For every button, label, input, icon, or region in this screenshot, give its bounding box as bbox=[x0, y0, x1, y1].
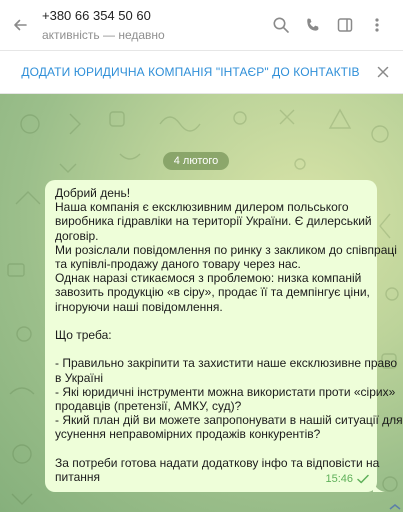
message-line: Добрий день! bbox=[55, 186, 131, 200]
message-line: - Які юридичні інструменти можна використати проти «сірих» bbox=[55, 384, 396, 399]
chat-header bbox=[0, 0, 403, 51]
message-line: ігноруючи наші повідомлення. bbox=[55, 299, 223, 314]
close-icon bbox=[377, 66, 389, 78]
more-vertical-icon bbox=[368, 16, 386, 34]
message-blank-line bbox=[55, 342, 367, 356]
message-line: завозить продукцію «в сіру», продає її та демпінгує ціни, bbox=[55, 285, 370, 300]
message-meta bbox=[325, 473, 369, 485]
add-contact-link[interactable]: ДОДАТИ ЮРИДИЧНА КОМПАНІЯ "ІНТАЄР" ДО КОНТАКТІВ bbox=[21, 65, 360, 79]
call-button[interactable] bbox=[297, 9, 329, 41]
bubble-tail bbox=[373, 480, 385, 492]
message-line: продавців (претензії, АМКУ, суд)? bbox=[55, 399, 242, 414]
message-line: Наша компанія є ексклюзивним дилером польського bbox=[55, 200, 349, 215]
message-line: - Правильно закріпити та захистити наше ексклюзивне право bbox=[55, 356, 398, 371]
contact-status: активність — недавно bbox=[42, 27, 165, 42]
banner-close-button[interactable] bbox=[363, 51, 403, 93]
message-line: За потреби готова надати додаткову інфо та відповісти на bbox=[55, 455, 380, 470]
header-actions bbox=[265, 9, 403, 41]
message-line: усунення неправомірних продажів конкурентів? bbox=[55, 427, 321, 442]
contact-info[interactable] bbox=[40, 8, 265, 43]
date-separator: 4 лютого bbox=[163, 152, 229, 170]
contact-phone: +380 66 354 50 60 bbox=[42, 7, 151, 23]
message-line: в Україні bbox=[55, 370, 104, 385]
message-blank-line bbox=[55, 442, 367, 456]
message-bubble[interactable] bbox=[45, 180, 403, 492]
message-line: виробника гідравліки на території України. Є дилерський bbox=[55, 214, 372, 229]
message-line: та купівлі-продажу даного товару через нас. bbox=[55, 257, 301, 272]
message-line: - Який план дій ви можете запропонувати в нашій ситуації для bbox=[55, 413, 403, 428]
scroll-indicator[interactable] bbox=[389, 504, 401, 510]
search-icon bbox=[272, 16, 290, 34]
chat-area[interactable] bbox=[0, 94, 403, 512]
add-contact-banner bbox=[0, 51, 403, 94]
message-line: питання bbox=[55, 470, 100, 485]
message-time: 15:46 bbox=[325, 473, 353, 485]
more-button[interactable] bbox=[361, 9, 393, 41]
phone-icon bbox=[304, 16, 322, 34]
message-line: Що треба: bbox=[55, 328, 112, 343]
sidebar-panel-icon bbox=[336, 16, 354, 34]
message-line: Ми розіслали повідомлення по ринку з закликом до співпраці bbox=[55, 242, 397, 257]
message-line: Однак наразі стикаємося з проблемою: низка компаній bbox=[55, 271, 362, 286]
message-line: договір. bbox=[55, 228, 99, 243]
search-button[interactable] bbox=[265, 9, 297, 41]
message-text bbox=[55, 186, 403, 485]
check-icon bbox=[357, 474, 369, 484]
message-blank-line bbox=[55, 314, 367, 328]
back-arrow-icon bbox=[12, 17, 28, 33]
sidebar-toggle-button[interactable] bbox=[329, 9, 361, 41]
back-button[interactable] bbox=[0, 0, 40, 50]
